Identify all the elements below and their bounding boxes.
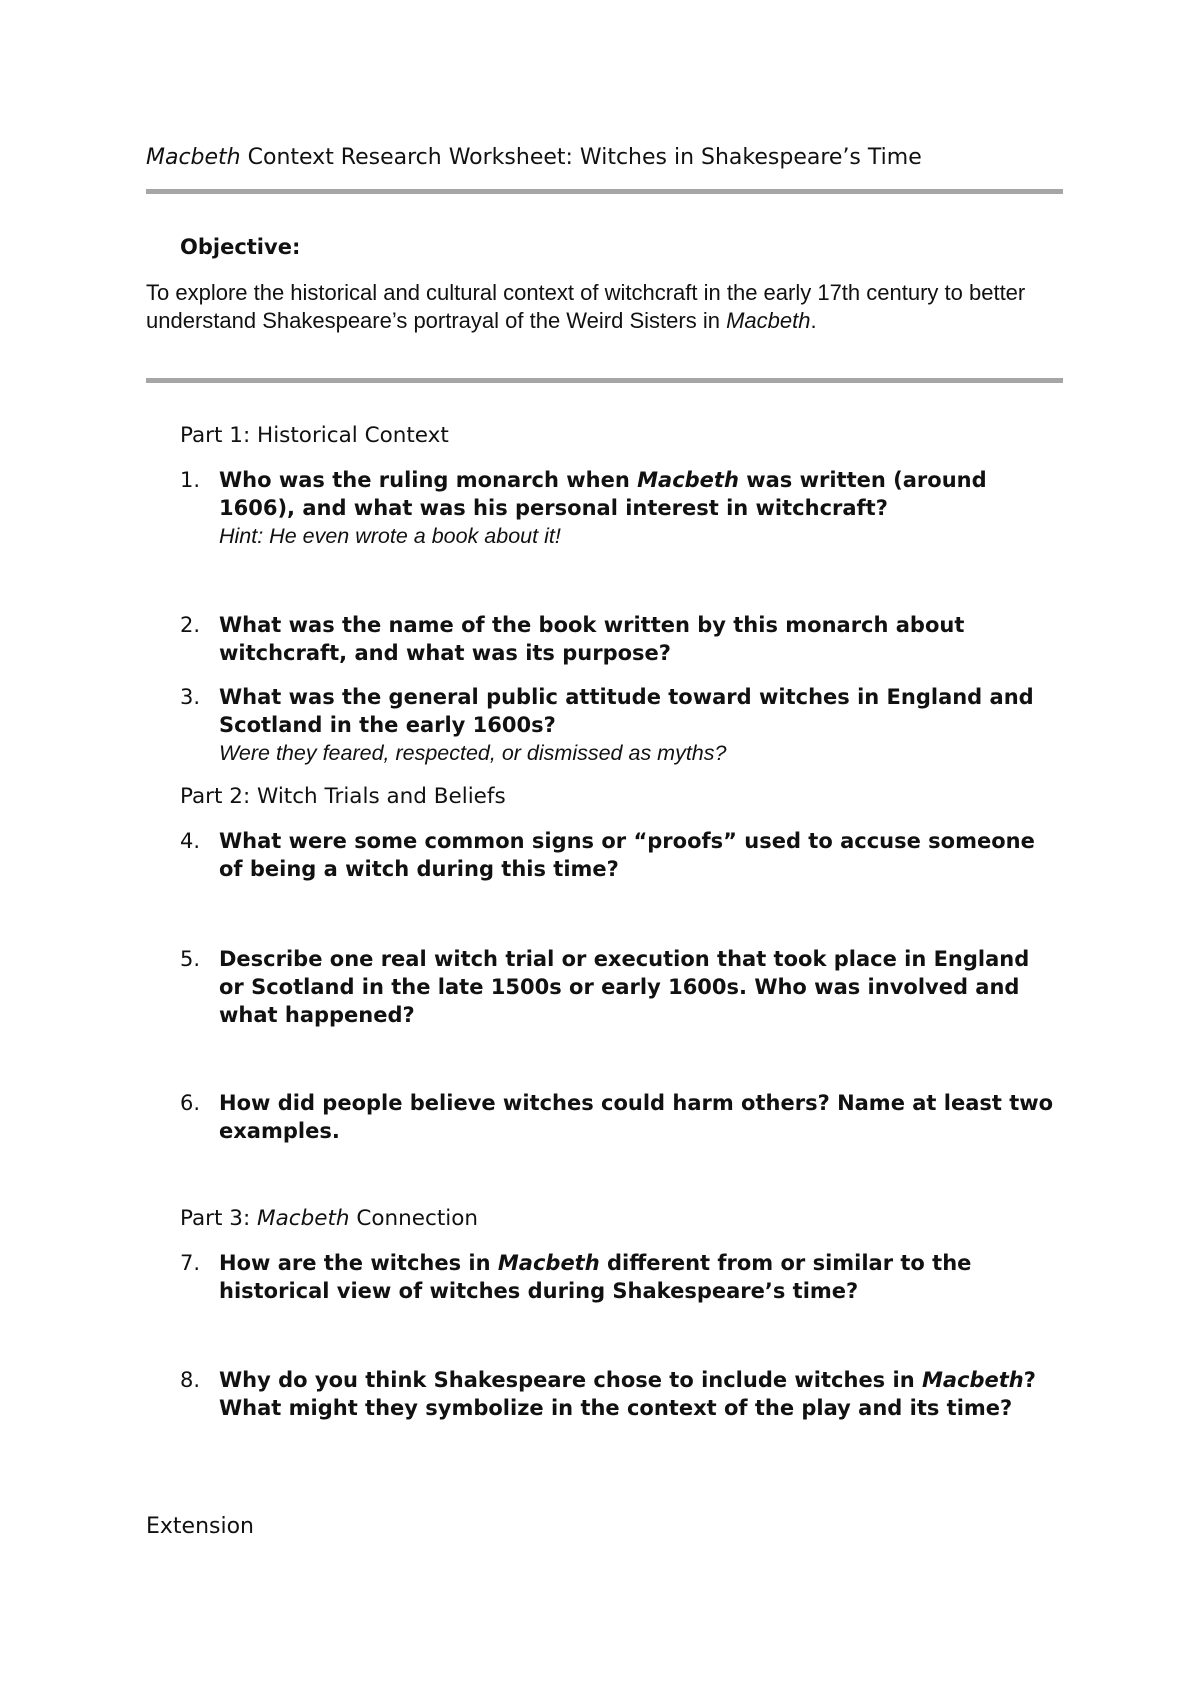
question-3 <box>180 683 1060 767</box>
question-text-after: was written (around 1606), and what was his personal interest in witchcraft? <box>219 468 987 520</box>
part-3-heading-before: Part 3: <box>180 1206 258 1231</box>
question-text-after: ? What might they symbolize in the context of the play and its time? <box>219 1368 1036 1420</box>
question-text-italic: Macbeth <box>637 468 739 492</box>
objective-text-after: . <box>810 308 817 333</box>
part-1-heading: Part 1: Historical Context <box>180 423 449 448</box>
question-8 <box>180 1366 1060 1422</box>
question-7 <box>180 1249 1060 1305</box>
part-3-heading-italic: Macbeth <box>257 1206 350 1231</box>
question-number: 3. <box>180 685 201 709</box>
question-number: 7. <box>180 1251 201 1275</box>
question-text-after: different from or similar to the historical view of witches during Shakespeare’s time? <box>219 1251 972 1303</box>
objective-text <box>146 279 1046 335</box>
question-number: 2. <box>180 613 201 637</box>
question-number: 6. <box>180 1091 201 1115</box>
question-5 <box>180 945 1060 1029</box>
question-number: 1. <box>180 468 201 492</box>
question-text <box>219 466 1060 522</box>
question-6 <box>180 1089 1060 1145</box>
page-title <box>146 143 922 173</box>
question-hint: Hint: He even wrote a book about it! <box>219 524 561 548</box>
question-number: 4. <box>180 829 201 853</box>
question-text <box>219 1249 1060 1305</box>
objective-heading: Objective: <box>180 235 301 259</box>
question-text <box>219 1366 1060 1422</box>
question-text-before: Why do you think Shakespeare chose to include witches in <box>219 1368 922 1392</box>
question-2 <box>180 611 1060 667</box>
part-3-heading-after: Connection <box>349 1206 479 1231</box>
title-rest: Context Research Worksheet: Witches in Shakespeare’s Time <box>240 145 922 170</box>
question-text-italic: Macbeth <box>497 1251 600 1275</box>
question-hint: Were they feared, respected, or dismissed as myths? <box>219 741 727 765</box>
question-1 <box>180 466 1060 550</box>
question-text: What were some common signs or “proofs” used to accuse someone of being a witch during this time? <box>219 829 1035 881</box>
objective-text-before: To explore the historical and cultural context of witchcraft in the early 17th century to better understand Shakespeare’s portrayal of the Weird Sisters in <box>146 280 1026 333</box>
question-number: 8. <box>180 1368 201 1392</box>
question-text-italic: Macbeth <box>921 1368 1024 1392</box>
extension-heading: Extension <box>146 1514 255 1539</box>
divider-objective <box>146 378 1063 383</box>
title-italic: Macbeth <box>146 145 241 170</box>
question-text: Describe one real witch trial or execution that took place in England or Scotland in the late 1500s or early 1600s. Who was involved and what happened? <box>219 947 1030 1027</box>
part-3-heading <box>180 1205 478 1233</box>
question-4 <box>180 827 1060 883</box>
question-text: What was the general public attitude toward witches in England and Scotland in the early 1600s? <box>219 685 1034 737</box>
divider-top <box>146 189 1063 194</box>
question-text: How did people believe witches could harm others? Name at least two examples. <box>219 1091 1054 1143</box>
question-text-before: How are the witches in <box>219 1251 498 1275</box>
question-text-before: Who was the ruling monarch when <box>219 468 638 492</box>
question-number: 5. <box>180 947 201 971</box>
objective-text-italic: Macbeth <box>726 308 811 333</box>
part-2-heading: Part 2: Witch Trials and Beliefs <box>180 784 506 809</box>
question-text: What was the name of the book written by this monarch about witchcraft, and what was its purpose? <box>219 613 965 665</box>
